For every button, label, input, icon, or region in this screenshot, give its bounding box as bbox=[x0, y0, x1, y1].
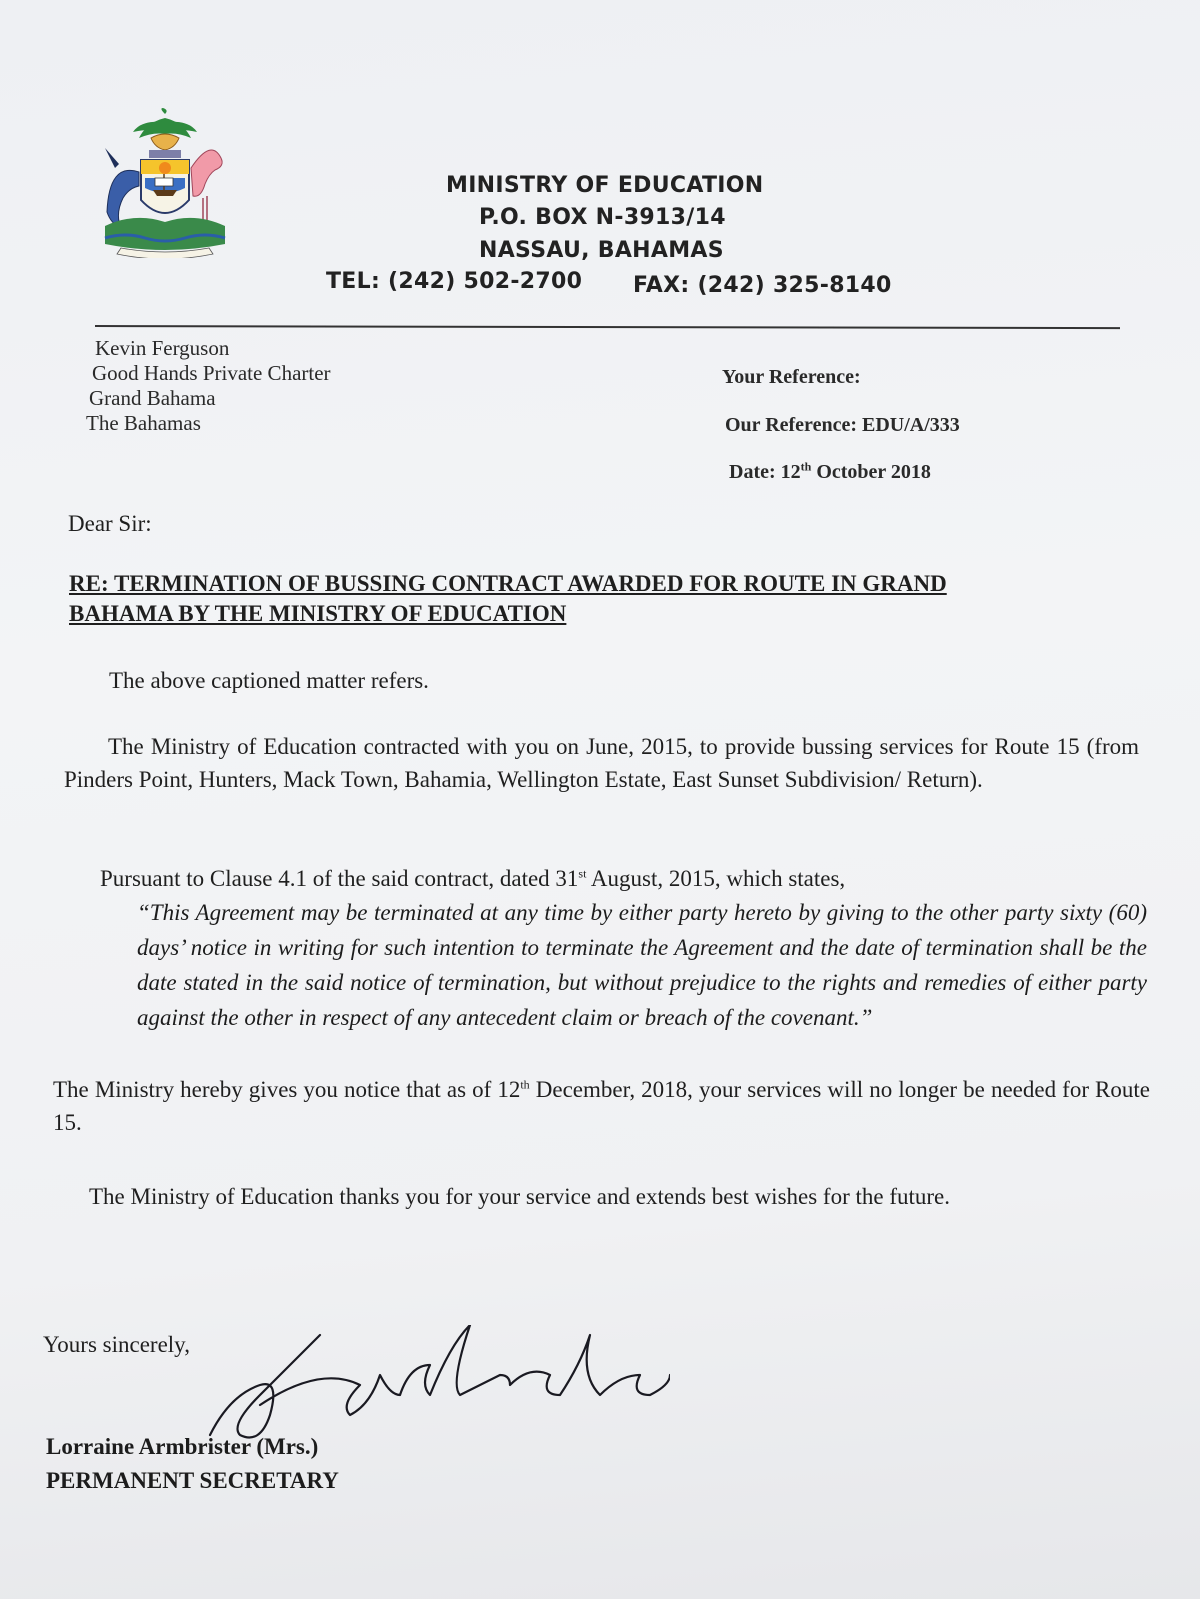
subject-line-2: BAHAMA BY THE MINISTRY OF EDUCATION bbox=[69, 601, 567, 626]
recipient-name: Kevin Ferguson bbox=[95, 336, 230, 360]
paragraph-pursuant: Pursuant to Clause 4.1 of the said contract, dated 31st August, 2015, which states, bbox=[100, 866, 846, 891]
our-reference: Our Reference: EDU/A/333 bbox=[725, 414, 960, 436]
recipient-country: The Bahamas bbox=[86, 411, 201, 435]
subject-line-1: RE: TERMINATION OF BUSSING CONTRACT AWARDED FOR ROUTE IN GRAND bbox=[69, 571, 947, 596]
ministry-tel: TEL: (242) 502-2700 bbox=[326, 269, 583, 294]
contract-clause-quote: “This Agreement may be terminated at any time by either party hereto by giving to the other party sixty (60) days’ notice in writing for such intention to terminate the Agreement and the date of termination shall be the date stated in the said notice of termination, but without prejudice to the rights and remedies of either party against the other in respect of any antecedent claim or breach of the covenant.” bbox=[137, 900, 1147, 1030]
salutation: Dear Sir: bbox=[68, 511, 152, 536]
ministry-fax: FAX: (242) 325-8140 bbox=[633, 273, 892, 298]
ministry-city: NASSAU, BAHAMAS bbox=[479, 238, 724, 263]
recipient-island: Grand Bahama bbox=[89, 386, 216, 410]
paragraph-thanks: The Ministry of Education thanks you for your service and extends best wishes for the future. bbox=[89, 1184, 951, 1209]
ministry-name: MINISTRY OF EDUCATION bbox=[446, 173, 764, 198]
signatory-title: PERMANENT SECRETARY bbox=[46, 1468, 339, 1493]
recipient-company: Good Hands Private Charter bbox=[92, 361, 331, 385]
valediction: Yours sincerely, bbox=[43, 1332, 190, 1357]
ministry-po-box: P.O. BOX N-3913/14 bbox=[479, 205, 726, 230]
bahamas-coat-of-arms-icon bbox=[95, 108, 235, 258]
signatory-name: Lorraine Armbrister (Mrs.) bbox=[46, 1434, 319, 1459]
paragraph-intro: The above captioned matter refers. bbox=[109, 668, 429, 693]
letter-date: Date: 12th October 2018 bbox=[729, 459, 931, 483]
header-divider bbox=[95, 325, 1120, 329]
your-reference: Your Reference: bbox=[722, 366, 861, 388]
paragraph-contract: The Ministry of Education contracted with you on June, 2015, to provide bussing services for Route 15 (from Pinders Point, Hunters, Mack Town, Bahamia, Wellington Estate, East Sunset Subdivision/ Return). bbox=[64, 734, 1139, 792]
paragraph-notice: The Ministry hereby gives you notice that as of 12th December, 2018, your services will no longer be needed for Route 15. bbox=[53, 1077, 1151, 1135]
